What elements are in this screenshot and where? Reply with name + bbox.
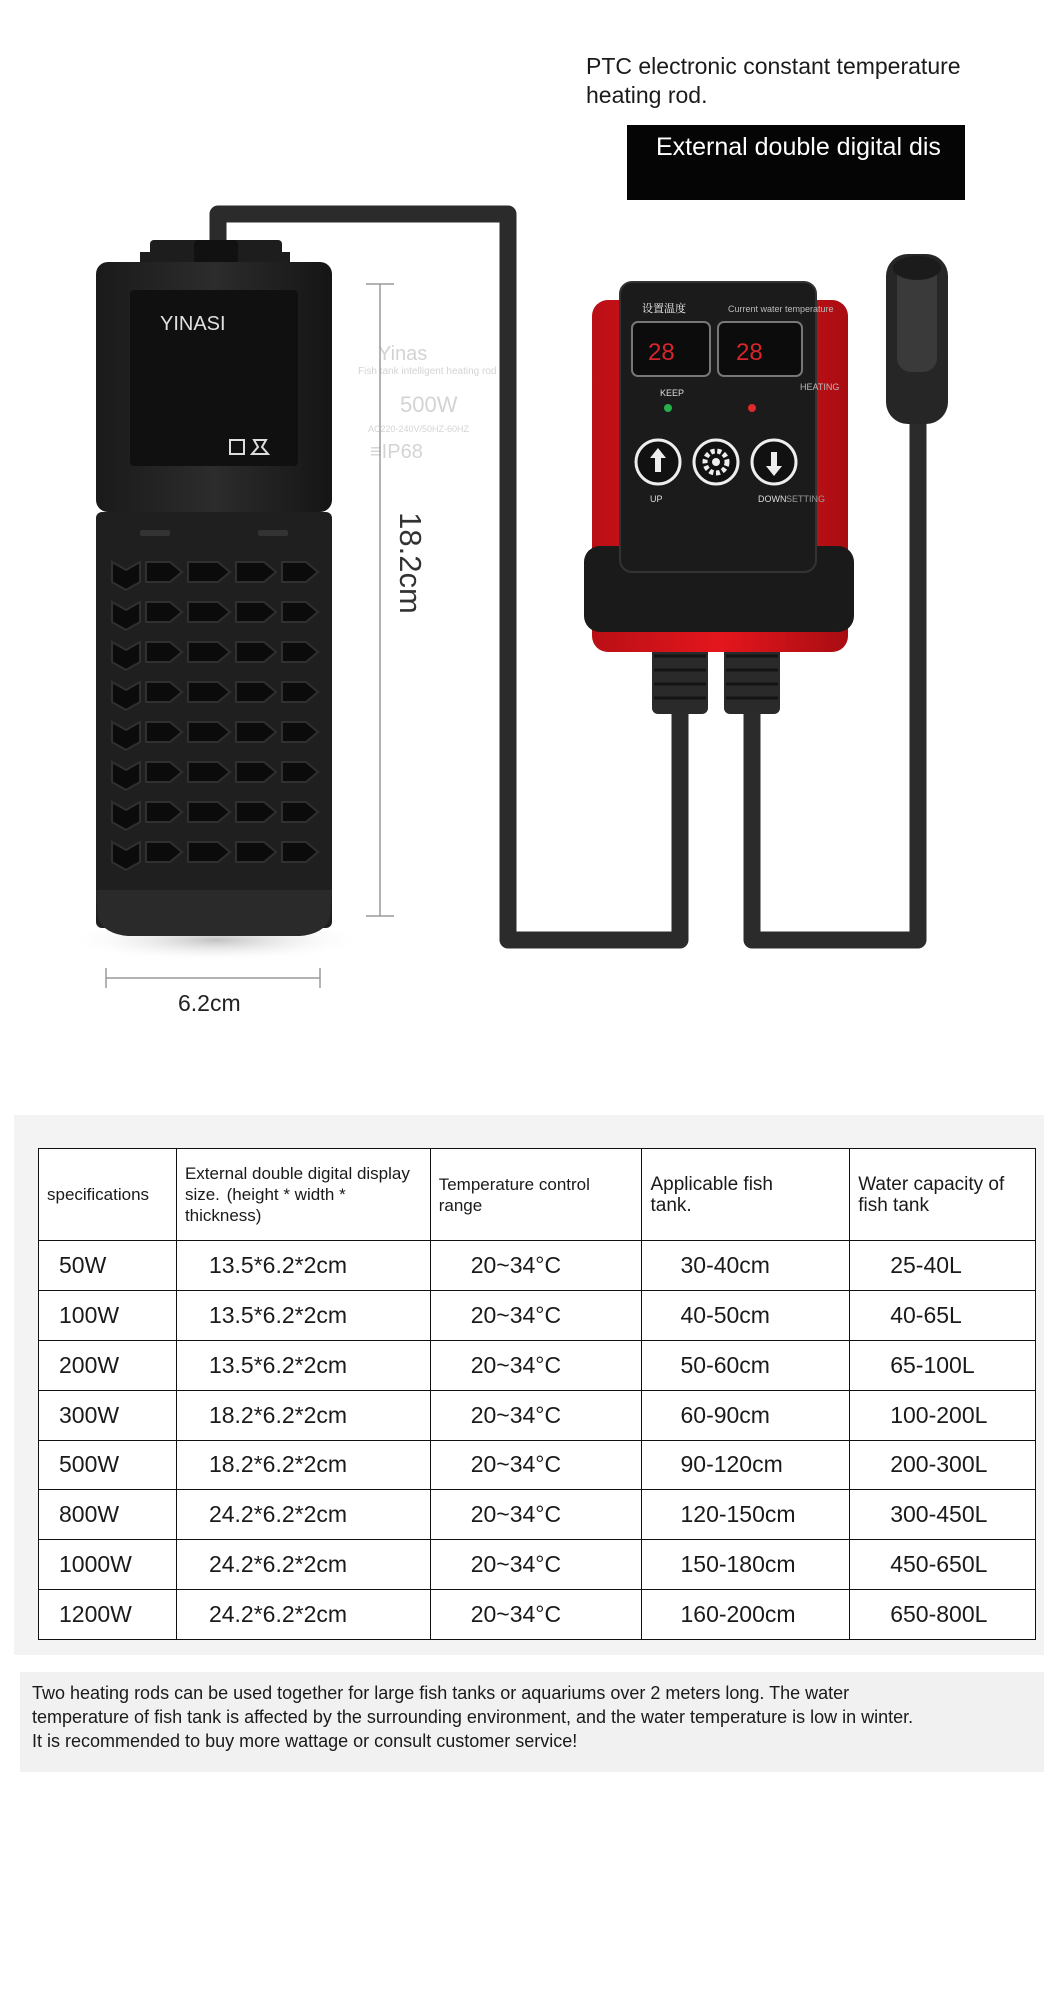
current-temp-label: Current water temperature [728, 304, 834, 314]
cell-tank: 120-150cm [642, 1490, 850, 1540]
setting-button-label: SETTING [786, 494, 826, 504]
down-button-label: DOWN [758, 494, 787, 504]
dimension-width: 6.2cm [178, 990, 241, 1016]
cell-capacity: 100-200L [850, 1390, 1036, 1440]
dimension-height: 18.2cm [393, 512, 428, 614]
header-tank-line-2: tank. [650, 1194, 692, 1216]
heater-brand: YINASI [160, 313, 226, 335]
product-illustration [0, 180, 1054, 1060]
table-row [39, 1590, 1036, 1640]
banner-text: External double digital dis [656, 133, 941, 161]
keep-label: KEEP [660, 388, 685, 398]
cell-capacity: 300-450L [850, 1490, 1036, 1540]
cell-size: 13.5*6.2*2cm [176, 1241, 430, 1291]
cell-tank: 40-50cm [642, 1290, 850, 1340]
header-cap-line-2: fish tank [858, 1194, 929, 1216]
caption-line-1: PTC electronic constant temperature [586, 53, 961, 79]
cell-power: 100W [39, 1290, 177, 1340]
note-line-1: Two heating rods can be used together for large fish tanks or aquariums over 2 meters long. The water [32, 1683, 850, 1703]
set-temp-value: 28 [648, 339, 675, 366]
up-button-label: UP [650, 494, 663, 504]
cell-capacity: 200-300L [850, 1440, 1036, 1490]
note-line-3: It is recommended to buy more wattage or consult customer service! [32, 1731, 578, 1751]
heating-indicator [748, 404, 756, 412]
header-tank-line-1: Applicable fish [650, 1173, 774, 1195]
keep-indicator [664, 404, 672, 412]
header-cap-line-1: Water capacity of [858, 1173, 1005, 1195]
cell-tank: 150-180cm [642, 1540, 850, 1590]
cell-size: 24.2*6.2*2cm [176, 1540, 430, 1590]
table-row [39, 1340, 1036, 1390]
header-tank [642, 1149, 850, 1241]
cell-temp: 20~34°C [430, 1290, 642, 1340]
power-plug [886, 254, 948, 424]
spec-table [38, 1148, 1036, 1640]
table-row [39, 1290, 1036, 1340]
cell-size: 13.5*6.2*2cm [176, 1290, 430, 1340]
table-row [39, 1241, 1036, 1291]
cell-temp: 20~34°C [430, 1540, 642, 1590]
cell-size: 18.2*6.2*2cm [176, 1390, 430, 1440]
cell-temp: 20~34°C [430, 1590, 642, 1640]
heating-label: HEATING [800, 382, 840, 392]
cell-capacity: 25-40L [850, 1241, 1036, 1291]
heater-label [358, 343, 496, 463]
header-size-line-2a: size. [184, 1185, 220, 1204]
header-temp-line-2: range [438, 1195, 483, 1215]
cell-capacity: 650-800L [850, 1590, 1036, 1640]
header-temp-line-1: Temperature control [438, 1174, 590, 1194]
label-desc: Fish tank intelligent heating rod [358, 366, 497, 377]
cell-power: 200W [39, 1340, 177, 1390]
table-header-row [39, 1149, 1036, 1241]
table-row [39, 1440, 1036, 1490]
cell-size: 13.5*6.2*2cm [176, 1340, 430, 1390]
header-size-line-1: External double digital display [184, 1164, 410, 1183]
header-temperature [430, 1149, 642, 1241]
header-size-line-3: (height * width * thickness) [184, 1185, 346, 1225]
table-row [39, 1490, 1036, 1540]
cell-power: 1200W [39, 1590, 177, 1640]
note-line-2: temperature of fish tank is affected by the surrounding environment, and the water temperature is low in winter. [32, 1707, 914, 1727]
header-size-line-2 [185, 1184, 422, 1226]
cell-temp: 20~34°C [430, 1440, 642, 1490]
cell-power: 500W [39, 1440, 177, 1490]
cell-temp: 20~34°C [430, 1390, 642, 1440]
cell-power: 300W [39, 1390, 177, 1440]
up-button[interactable] [636, 440, 680, 484]
cell-temp: 20~34°C [430, 1490, 642, 1540]
label-voltage: AC220-240V/50HZ-60HZ [368, 424, 470, 434]
cell-size: 18.2*6.2*2cm [176, 1440, 430, 1490]
cell-tank: 60-90cm [642, 1390, 850, 1440]
cell-tank: 50-60cm [642, 1340, 850, 1390]
label-brand: Yinas [378, 343, 428, 365]
cell-tank: 30-40cm [642, 1241, 850, 1291]
product-caption [586, 52, 1016, 110]
header-specifications [39, 1149, 177, 1241]
cell-temp: 20~34°C [430, 1241, 642, 1291]
cell-capacity: 450-650L [850, 1540, 1036, 1590]
caption-line-2: heating rod. [586, 82, 708, 108]
label-power: 500W [400, 392, 458, 417]
cell-capacity: 40-65L [850, 1290, 1036, 1340]
cell-size: 24.2*6.2*2cm [176, 1590, 430, 1640]
cell-power: 1000W [39, 1540, 177, 1590]
cell-tank: 90-120cm [642, 1440, 850, 1490]
down-button[interactable] [752, 440, 796, 484]
cell-capacity: 65-100L [850, 1340, 1036, 1390]
label-ip: ≡IP68 [370, 441, 423, 463]
table-body [39, 1241, 1036, 1640]
header-size [176, 1149, 430, 1241]
cell-tank: 160-200cm [642, 1590, 850, 1640]
header-spec-text: specifications [47, 1185, 150, 1204]
cell-power: 50W [39, 1241, 177, 1291]
table-row [39, 1390, 1036, 1440]
setting-button[interactable] [694, 440, 738, 484]
current-temp-value: 28 [736, 339, 763, 366]
cell-size: 24.2*6.2*2cm [176, 1490, 430, 1540]
usage-note [20, 1672, 1044, 1772]
cell-temp: 20~34°C [430, 1340, 642, 1390]
cell-power: 800W [39, 1490, 177, 1540]
table-row [39, 1540, 1036, 1590]
header-capacity [850, 1149, 1036, 1241]
set-temp-label: 设置温度 [642, 303, 686, 315]
